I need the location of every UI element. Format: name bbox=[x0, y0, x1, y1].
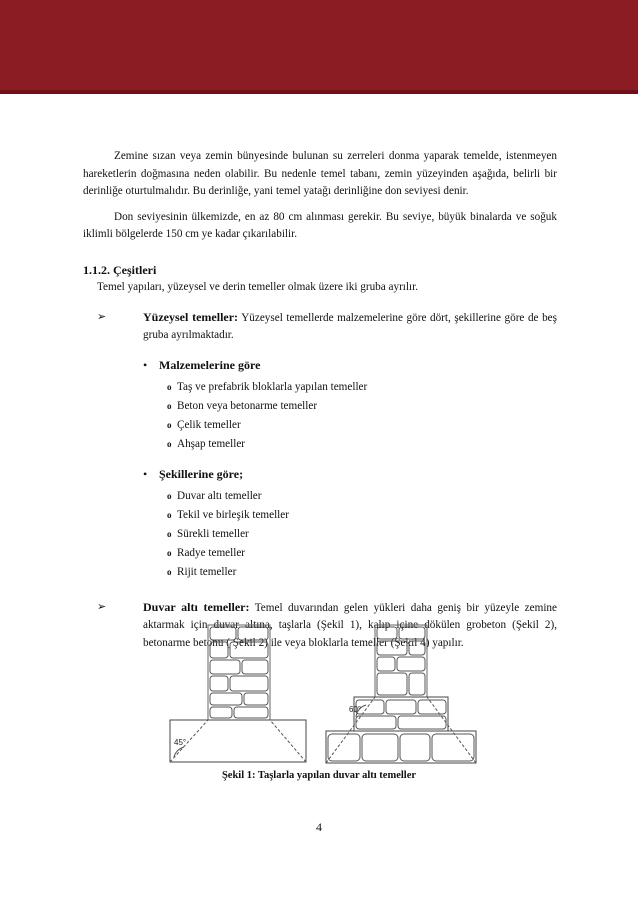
stone bbox=[210, 627, 236, 640]
circle-bullet-icon: o bbox=[167, 548, 172, 559]
stone bbox=[362, 734, 398, 761]
list-item bbox=[167, 507, 557, 526]
angle-label-right: 60° bbox=[349, 705, 362, 714]
stone bbox=[386, 700, 416, 714]
materials-list bbox=[167, 378, 557, 454]
list-item-text: Duvar altı temeller bbox=[177, 490, 262, 503]
group-title: Malzemelerine göre bbox=[159, 357, 261, 372]
stone bbox=[377, 627, 397, 639]
dot-bullet-icon: • bbox=[143, 357, 148, 372]
bullet-title: Yüzeysel temeller: bbox=[143, 309, 239, 324]
list-item bbox=[167, 397, 557, 416]
stone bbox=[210, 707, 232, 718]
circle-bullet-icon: o bbox=[167, 567, 172, 578]
group-shapes-heading bbox=[143, 466, 557, 484]
list-item bbox=[167, 416, 557, 435]
paragraph-frost-depth: Zemine sızan veya zemin bünyesinde bulunan su zerreleri donma yaparak temelde, istenmeyen hareketlerin doğmasına neden olabilir. Bu nedenle temel tabanı, zemin yüzeyinden aşağıda, belirli bir derinliğe oturtulmalıdır. Bu derinliğe, yani temel yatağı derinliğine don seviyesi denir. bbox=[83, 150, 557, 197]
section-heading: 1.1.2. Çeşitleri bbox=[83, 262, 157, 277]
circle-bullet-icon: o bbox=[167, 491, 172, 502]
page-number: 4 bbox=[316, 820, 322, 834]
circle-bullet-icon: o bbox=[167, 400, 172, 411]
circle-bullet-icon: o bbox=[167, 381, 172, 392]
right-spread-line-right bbox=[427, 697, 476, 763]
shapes-list bbox=[167, 488, 557, 583]
stone bbox=[238, 627, 268, 640]
stone bbox=[399, 627, 425, 639]
stone bbox=[210, 693, 242, 705]
arrow-bullet-icon: ➢ bbox=[97, 600, 107, 613]
stone bbox=[230, 642, 268, 658]
stone bbox=[242, 660, 268, 674]
page-content bbox=[83, 148, 557, 660]
stone bbox=[418, 700, 446, 714]
dot-bullet-icon: • bbox=[143, 467, 148, 481]
group-title: Şekillerine göre; bbox=[159, 467, 244, 481]
right-wall-outline bbox=[375, 625, 427, 697]
stone bbox=[409, 673, 425, 695]
right-spread-line bbox=[270, 720, 306, 762]
stone bbox=[409, 641, 425, 655]
bullet-text: Temel duvarından gelen yükleri daha geniş bir yüzeyle zemine aktarmak için duvar altına, taşlarla (Şekil 1), kalıp içine dökülen grobeton (Şekil 2), betonarme betonu ( Şekil 2) ile veya bloklarla temeller (Şekil 4) yapılır. bbox=[143, 601, 557, 649]
stone bbox=[356, 716, 396, 729]
bullet-body bbox=[143, 309, 557, 345]
section-intro: Temel yapıları, yüzeysel ve derin temeller olmak üzere iki gruba ayrılır. bbox=[97, 281, 419, 293]
group-materials-heading bbox=[143, 357, 557, 375]
list-item bbox=[167, 488, 557, 507]
stone bbox=[377, 641, 407, 655]
circle-bullet-icon: o bbox=[167, 419, 172, 430]
stone bbox=[210, 676, 228, 691]
bullet-title: Duvar altı temeller: bbox=[143, 599, 250, 614]
arrow-bullet-icon: ➢ bbox=[97, 310, 107, 323]
list-item-text: Çelik temeller bbox=[177, 418, 241, 431]
angle-label-left: 45° bbox=[174, 738, 187, 747]
bullet-surface-foundations bbox=[97, 309, 557, 345]
header-banner-underline bbox=[0, 90, 638, 94]
paragraph-frost-level: Don seviyesinin ülkemizde, en az 80 cm alınması gerekir. Bu seviye, büyük binalarda ve soğuk iklimli bölgelerde 150 cm ye kadar çıkarılabilir. bbox=[83, 210, 557, 240]
stone bbox=[377, 673, 407, 695]
list-item-text: Taş ve prefabrik bloklarla yapılan temeller bbox=[177, 380, 368, 393]
list-item bbox=[167, 564, 557, 583]
circle-bullet-icon: o bbox=[167, 529, 172, 540]
list-item-text: Radye temeller bbox=[177, 547, 246, 560]
stone bbox=[210, 642, 228, 658]
stone bbox=[230, 676, 268, 691]
header-banner bbox=[0, 0, 638, 90]
circle-bullet-icon: o bbox=[167, 438, 172, 449]
stone bbox=[377, 657, 395, 671]
bullet-text: Yüzeysel temellerde malzemelerine göre dört, şekillerine göre de beş gruba ayrılmaktadır. bbox=[143, 311, 557, 341]
list-item bbox=[167, 545, 557, 564]
stone bbox=[400, 734, 430, 761]
stone bbox=[432, 734, 474, 761]
left-footing bbox=[170, 720, 306, 762]
list-item bbox=[167, 378, 557, 397]
foundation-figure bbox=[160, 617, 480, 767]
list-item-text: Sürekli temeller bbox=[177, 528, 249, 541]
angle-arc-left bbox=[174, 747, 184, 757]
figure-caption: Şekil 1: Taşlarla yapılan duvar altı temeller bbox=[221, 770, 417, 781]
list-item-text: Tekil ve birleşik temeller bbox=[177, 509, 289, 522]
stone bbox=[210, 660, 240, 674]
stone bbox=[234, 707, 268, 718]
stone bbox=[397, 657, 425, 671]
list-item bbox=[167, 526, 557, 545]
list-item-text: Beton veya betonarme temeller bbox=[177, 399, 318, 412]
stone bbox=[398, 716, 446, 729]
list-item bbox=[167, 435, 557, 454]
list-item-text: Ahşap temeller bbox=[177, 437, 246, 450]
stone bbox=[244, 693, 268, 705]
list-item-text: Rijit temeller bbox=[177, 566, 237, 579]
circle-bullet-icon: o bbox=[167, 510, 172, 521]
